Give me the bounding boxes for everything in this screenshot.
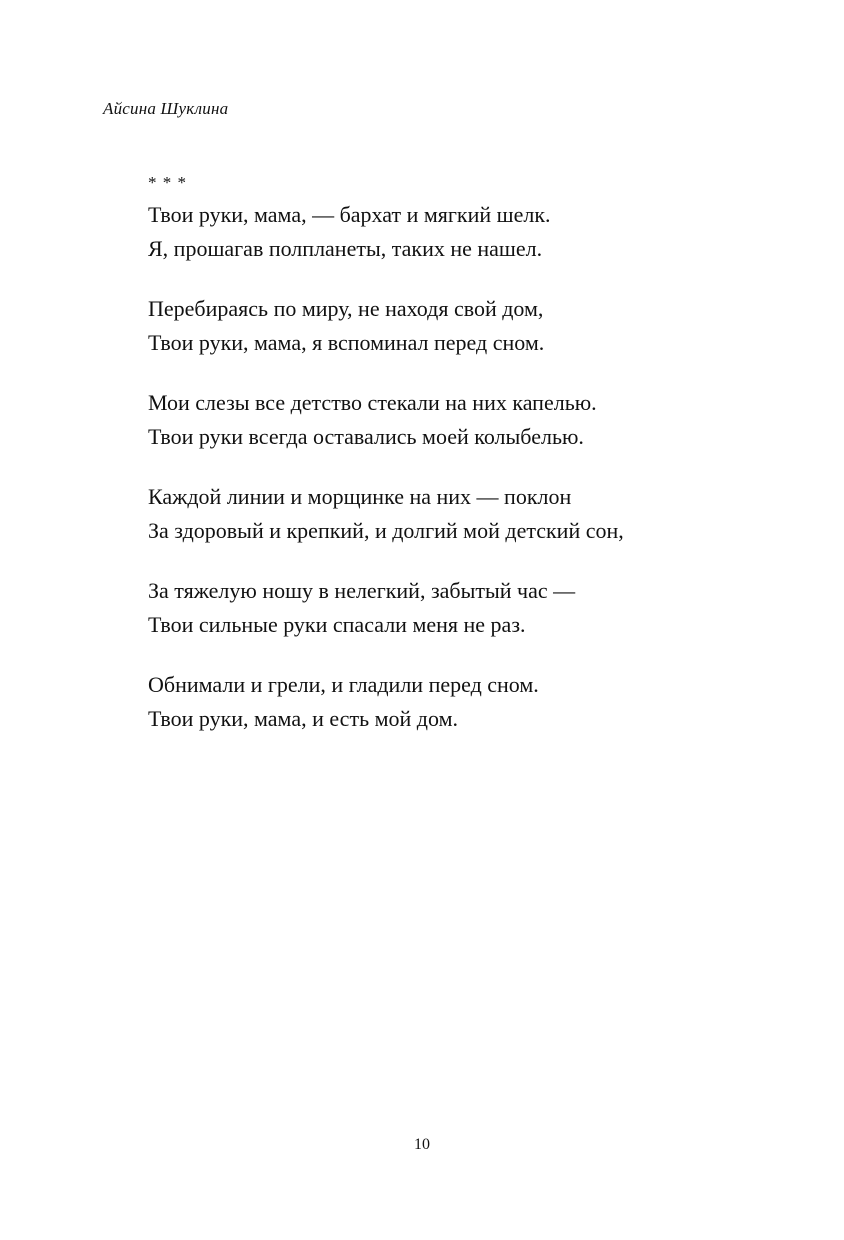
stanza-4 <box>148 480 768 548</box>
page-number: 10 <box>414 1136 430 1153</box>
poem-line: За здоровый и крепкий, и долгий мой детский сон, <box>148 518 624 543</box>
stanza-1 <box>148 198 768 266</box>
poem-line: Твои руки, мама, — бархат и мягкий шелк. <box>148 202 551 227</box>
poem-line: Обнимали и грели, и гладили перед сном. <box>148 672 539 697</box>
poem-line: Мои слезы все детство стекали на них капелью. <box>148 390 597 415</box>
stanza-5 <box>148 574 768 642</box>
running-head-author: Айсина Шуклина <box>103 99 229 118</box>
poem <box>148 172 768 762</box>
poem-line: Твои руки, мама, я вспоминал перед сном. <box>148 330 545 355</box>
poem-line: За тяжелую ношу в нелегкий, забытый час — <box>148 578 576 603</box>
poem-line: Твои руки, мама, и есть мой дом. <box>148 706 458 731</box>
poem-separator: * * * <box>148 173 187 192</box>
stanza-3 <box>148 386 768 454</box>
poem-line: Перебираясь по миру, не находя свой дом, <box>148 296 544 321</box>
stanza-6 <box>148 668 768 736</box>
poem-line: Твои руки всегда оставались моей колыбелью. <box>148 424 584 449</box>
poem-line: Твои сильные руки спасали меня не раз. <box>148 612 526 637</box>
poem-line: Я, прошагав полпланеты, таких не нашел. <box>148 236 543 261</box>
poem-line: Каждой линии и морщинке на них — поклон <box>148 484 572 509</box>
stanza-2 <box>148 292 768 360</box>
